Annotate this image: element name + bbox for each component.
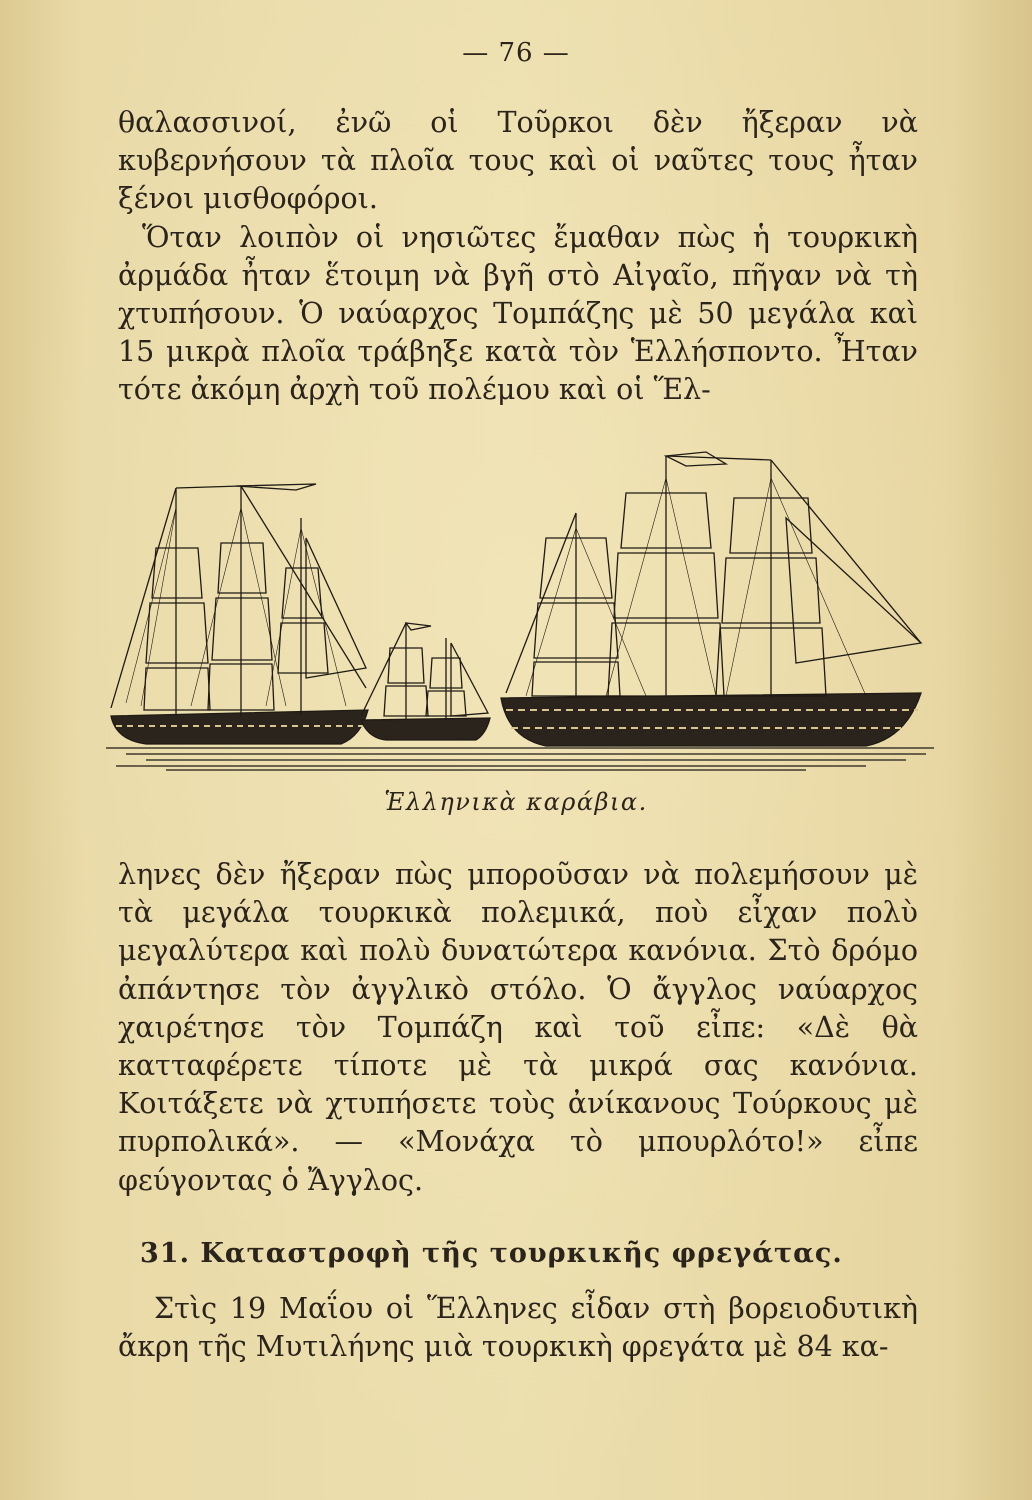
upper-text <box>118 104 918 410</box>
section-text <box>118 1290 918 1366</box>
illustration-caption: Ἑλληνικὰ καράβια. <box>384 788 648 816</box>
sea-lines <box>106 748 934 770</box>
paragraph-1: θαλασσινοί, ἐνῶ οἱ Τοῦρκοι δὲν ἤξεραν νὰ κυβερνήσουν τὰ πλοῖα τους καὶ οἱ ναῦτες τους ἦταν ξένοι μισθοφόροι. <box>118 106 918 216</box>
page-number: — 76 — <box>462 38 570 68</box>
lower-text <box>118 856 918 1200</box>
section-heading: 31. Καταστροφὴ τῆς τουρκικῆς φρεγάτας. <box>140 1238 843 1269</box>
ship-right <box>501 452 921 746</box>
ship-middle <box>361 623 490 740</box>
ships-illustration <box>106 448 934 778</box>
ship-left <box>111 484 368 744</box>
section-paragraph: Στὶς 19 Μαΐου οἱ Ἕλληνες εἶδαν στὴ βορειοδυτικὴ ἄκρη τῆς Μυτιλήνης μιὰ τουρκικὴ φρεγάτα μὲ 84 κα- <box>118 1292 918 1364</box>
paragraph-3: ληνες δὲν ἤξεραν πὼς μποροῦσαν νὰ πολεμήσουν μὲ τὰ μεγάλα τουρκικὰ πολεμικά, ποὺ εἶχαν πολὺ μεγαλύτερα καὶ πολὺ δυνατώτερα κανόνια. Στὸ δρόμο ἀπάντησε τὸν ἀγγλικὸ στόλο. Ὁ ἄγγλος ναύαρχος χαιρέτησε τὸν Τομπάζη καὶ τοῦ εἶπε: «Δὲ θὰ κατταφέρετε τίποτε μὲ τὰ μικρά σας κανόνια. Κοιτάξετε νὰ χτυπήσετε τοὺς ἀνίκανους Τούρκους μὲ πυρπολικά». — «Μονάχα τὸ μπουρλότο!» εἶπε φεύγοντας ὁ Ἄγγλος. <box>118 858 918 1197</box>
paragraph-2: Ὅταν λοιπὸν οἱ νησιῶτες ἔμαθαν πὼς ἡ τουρκικὴ ἀρμάδα ἦταν ἕτοιμη νὰ βγῆ στὸ Αἰγαῖο, πῆγαν νὰ τὴ χτυπήσουν. Ὁ ναύαρχος Τομπάζης μὲ 50 μεγάλα καὶ 15 μικρὰ πλοῖα τράβηξε κατὰ τὸν Ἑλλήσποντο. Ἦταν τότε ἀκόμη ἀρχὴ τοῦ πολέμου καὶ οἱ Ἕλ- <box>118 220 918 407</box>
